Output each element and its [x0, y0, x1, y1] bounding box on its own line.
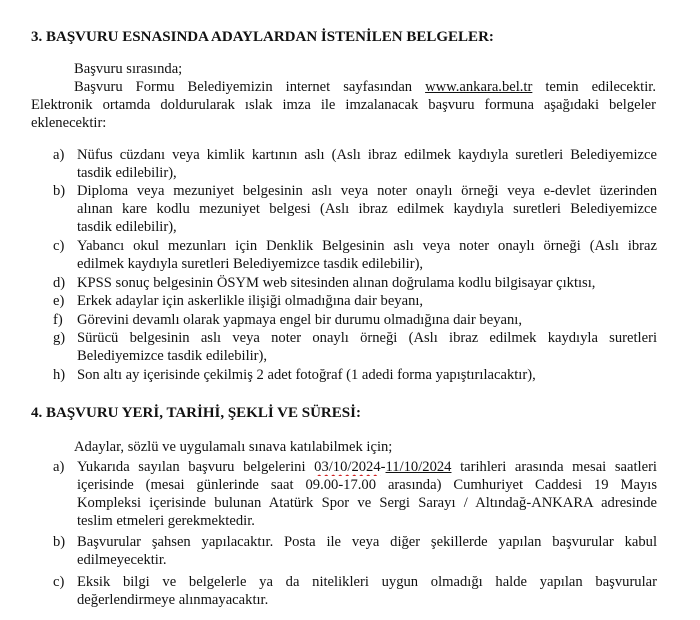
section-3-intro-line-3: Elektronik ortamda doldurularak ıslak imza ile imzalanacak başvuru formuna aşağıdaki belgeler [31, 97, 656, 113]
section-4-intro: Adaylar, sözlü ve uygulamalı sınava katılabilmek için; [74, 439, 393, 455]
section-4-title: 4. BAŞVURU YERİ, TARİHİ, ŞEKLİ VE SÜRESİ: [31, 405, 361, 421]
section-4-item-a-line-1 [77, 458, 657, 476]
section-4-item-c-line-1: Eksik bilgi ve belgelerle ya da nitelikleri uygun olmadığı halde yapılan başvurular [77, 574, 657, 590]
section-4-item-a-line-3: Kompleksi içerisinde bulunan Atatürk Spor ve Sergi Sarayı / Altındağ-ANKARA adresinde [77, 495, 657, 511]
section-4-item-b-line-2: edilmeyecektir. [77, 552, 167, 568]
date-separator: - [380, 459, 386, 475]
section-4-item-a-line-4: teslim etmeleri gerekmektedir. [77, 513, 255, 529]
section-4-item-c-line-2: değerlendirmeye alınmayacaktır. [77, 592, 269, 608]
section-3-intro-line-2 [74, 78, 656, 96]
intro-text-end: temin edilecektir. [545, 79, 656, 95]
application-date-range [314, 459, 451, 475]
website-link[interactable]: www.ankara.bel.tr [425, 79, 533, 95]
list-marker-g: g) [53, 330, 66, 346]
list-item-h-line-1: Son altı ay içerisinde çekilmiş 2 adet fotoğraf (1 adedi forma yapıştırılacaktır), [77, 367, 536, 383]
list-marker-e: e) [53, 293, 65, 309]
list-marker-f: f) [53, 312, 63, 328]
list-marker-c: c) [53, 238, 65, 254]
section-4-marker-c: c) [53, 574, 65, 590]
section-4-marker-b: b) [53, 534, 66, 550]
list-item-a-line-2: tasdik edilebilir), [77, 165, 177, 181]
list-marker-d: d) [53, 275, 66, 291]
list-item-a-line-1: Nüfus cüzdanı veya kimlik kartının aslı (Aslı ibraz edilmek kaydıyla suretleri Belediyemizce [77, 147, 657, 163]
section-3-title: 3. BAŞVURU ESNASINDA ADAYLARDAN İSTENİLEN BELGELER: [31, 29, 494, 45]
end-date: 11/10/2024 [385, 459, 452, 475]
list-item-g-line-1: Sürücü belgesinin aslı veya noter onaylı örneği (Aslı ibraz edilmek kaydıyla suretleri [77, 330, 657, 346]
item-a-text-end: tarihleri arasında mesai saatleri [460, 459, 657, 475]
section-4-item-a-line-2: içerisinde (mesai günlerinde saat 09.00-17.00 arasında) Cumhuriyet Caddesi 19 Mayıs [77, 477, 657, 493]
list-item-e-line-1: Erkek adaylar için askerlikle ilişiği olmadığına dair beyanı, [77, 293, 424, 309]
list-item-c-line-1: Yabancı okul mezunları için Denklik Belgesinin aslı veya noter onaylı örneği (Aslı ibraz [77, 238, 657, 254]
list-marker-b: b) [53, 183, 66, 199]
list-item-d-line-1: KPSS sonuç belgesinin ÖSYM web sitesinden alınan doğrulama kodlu bilgisayar çıktısı, [77, 275, 596, 291]
item-a-text: Yukarıda sayılan başvuru belgelerini [77, 459, 306, 475]
list-marker-a: a) [53, 147, 65, 163]
section-3-intro-line-1: Başvuru sırasında; [74, 61, 183, 77]
intro-text: Başvuru Formu Belediyemizin internet sayfasından [74, 79, 413, 95]
section-4-item-b-line-1: Başvurular şahsen yapılacaktır. Posta ile veya diğer şekillerde yapılan başvurular kabul [77, 534, 657, 550]
list-marker-h: h) [53, 367, 66, 383]
list-item-b-line-1: Diploma veya mezuniyet belgesinin aslı veya noter onaylı örneği veya e-devlet üzerinden [77, 183, 657, 199]
start-date: 03/10/2024 [314, 459, 381, 475]
list-item-c-line-2: edilmek kaydıyla suretleri Belediyemizce tasdik edilebilir), [77, 256, 424, 272]
section-3-intro-line-4: eklenecektir: [31, 115, 107, 131]
list-item-b-line-2: alınan kare kodlu mezuniyet belgesi (Aslı ibraz edilmek kaydıyla suretleri Belediyemizce [77, 201, 657, 217]
section-4-marker-a: a) [53, 459, 65, 475]
list-item-f-line-1: Görevini devamlı olarak yapmaya engel bir durumu olmadığına dair beyanı, [77, 312, 522, 328]
list-item-b-line-3: tasdik edilebilir), [77, 219, 177, 235]
list-item-g-line-2: Belediyemizce tasdik edilebilir), [77, 348, 268, 364]
